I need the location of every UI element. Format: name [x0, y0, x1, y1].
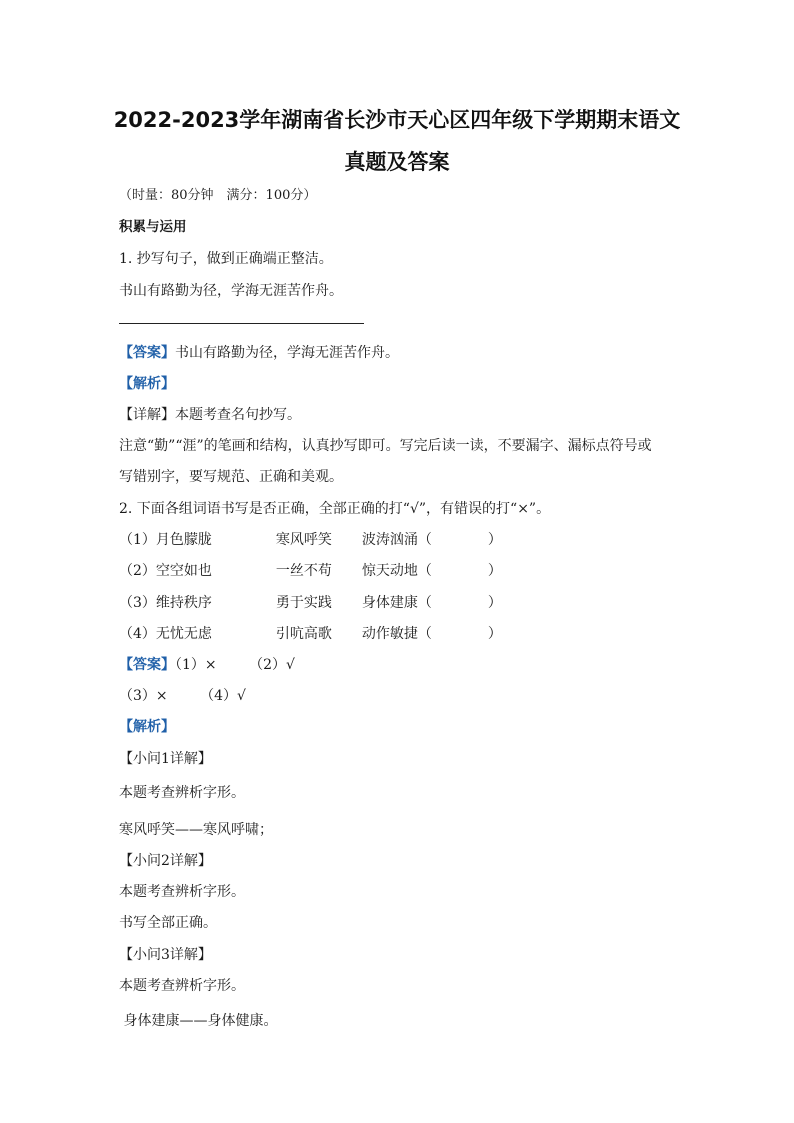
q1-note-line1: 注意“勤”“涯”的笔画和结构，认真抄写即可。写完后读一读，不要漏字、漏标点符号或 — [119, 438, 652, 454]
q1-note-line2: 写错别字，要写规范、正确和美观。 — [119, 469, 343, 485]
row-number: （2） — [119, 563, 156, 579]
q1-analysis-tag: 【解析】 — [119, 376, 175, 392]
sub3-text: 本题考查辨析字形。 — [119, 978, 245, 994]
q2-prompt: 2. 下面各组词语书写是否正确，全部正确的打“√”，有错误的打“×”。 — [119, 501, 551, 517]
row-number: （3） — [119, 595, 156, 611]
word-1: 空空如也 — [155, 563, 212, 579]
doc-title-line2: 真题及答案 — [344, 150, 450, 174]
word-3: 身体建康（ — [361, 595, 432, 611]
sub2-tag: 【小问2详解】 — [119, 853, 212, 869]
word-3: 波涛汹涌（ — [361, 532, 432, 548]
answer-write-line — [119, 323, 364, 324]
paren-close: ） — [487, 563, 502, 579]
paren-close: ） — [487, 532, 502, 548]
row-number: （4） — [119, 626, 156, 642]
q2-row-2 — [119, 561, 502, 581]
q2-row-4 — [119, 624, 502, 644]
answer-tag: 【答案】 — [119, 345, 175, 361]
paren-close: ） — [487, 595, 502, 611]
q2-answer-line1 — [119, 655, 295, 675]
q1-detail — [119, 405, 301, 425]
word-2: 一丝不苟 — [275, 563, 332, 579]
detail-text: 本题考查名句抄写。 — [175, 407, 301, 423]
sub3-fix: 身体建康——身体健康。 — [119, 1013, 278, 1029]
sub2-fix: 书写全部正确。 — [119, 915, 217, 931]
section-heading: 积累与运用 — [119, 219, 187, 235]
sub2-text: 本题考查辨析字形。 — [119, 884, 245, 900]
answer-tag: 【答案】 — [119, 657, 175, 673]
word-2: 勇于实践 — [275, 595, 332, 611]
word-1: 维持秩序 — [155, 595, 212, 611]
word-2: 寒风呼笑 — [275, 532, 332, 548]
q1-sentence: 书山有路勤为径，学海无涯苦作舟。 — [119, 283, 343, 299]
q2-answer-line2: （3）× （4）√ — [119, 688, 246, 704]
answer-values-1: （1）× （2）√ — [175, 657, 295, 673]
answer-text: 书山有路勤为径，学海无涯苦作舟。 — [175, 345, 399, 361]
q2-analysis-tag: 【解析】 — [119, 719, 175, 735]
sub1-tag: 【小问1详解】 — [119, 751, 212, 767]
q1-answer — [119, 343, 399, 363]
q2-row-3 — [119, 593, 502, 613]
doc-title-line1: 2022-2023学年湖南省长沙市天心区四年级下学期期末语文 — [113, 108, 681, 132]
sub1-text: 本题考查辨析字形。 — [119, 785, 245, 801]
word-3: 惊天动地（ — [361, 563, 432, 579]
sub3-tag: 【小问3详解】 — [119, 947, 212, 963]
q1-prompt: 1. 抄写句子，做到正确端正整洁。 — [119, 251, 333, 267]
row-number: （1） — [119, 532, 156, 548]
word-2: 引吭高歌 — [275, 626, 332, 642]
q2-row-1 — [119, 530, 502, 550]
paren-close: ） — [487, 626, 502, 642]
word-3: 动作敏捷（ — [361, 626, 432, 642]
word-1: 月色朦胧 — [155, 532, 212, 548]
detail-tag: 【详解】 — [119, 407, 175, 423]
sub1-fix: 寒风呼笑——寒风呼啸； — [119, 822, 273, 838]
word-1: 无忧无虑 — [155, 626, 212, 642]
exam-info: （时量：80分钟 满分：100分） — [119, 188, 317, 203]
